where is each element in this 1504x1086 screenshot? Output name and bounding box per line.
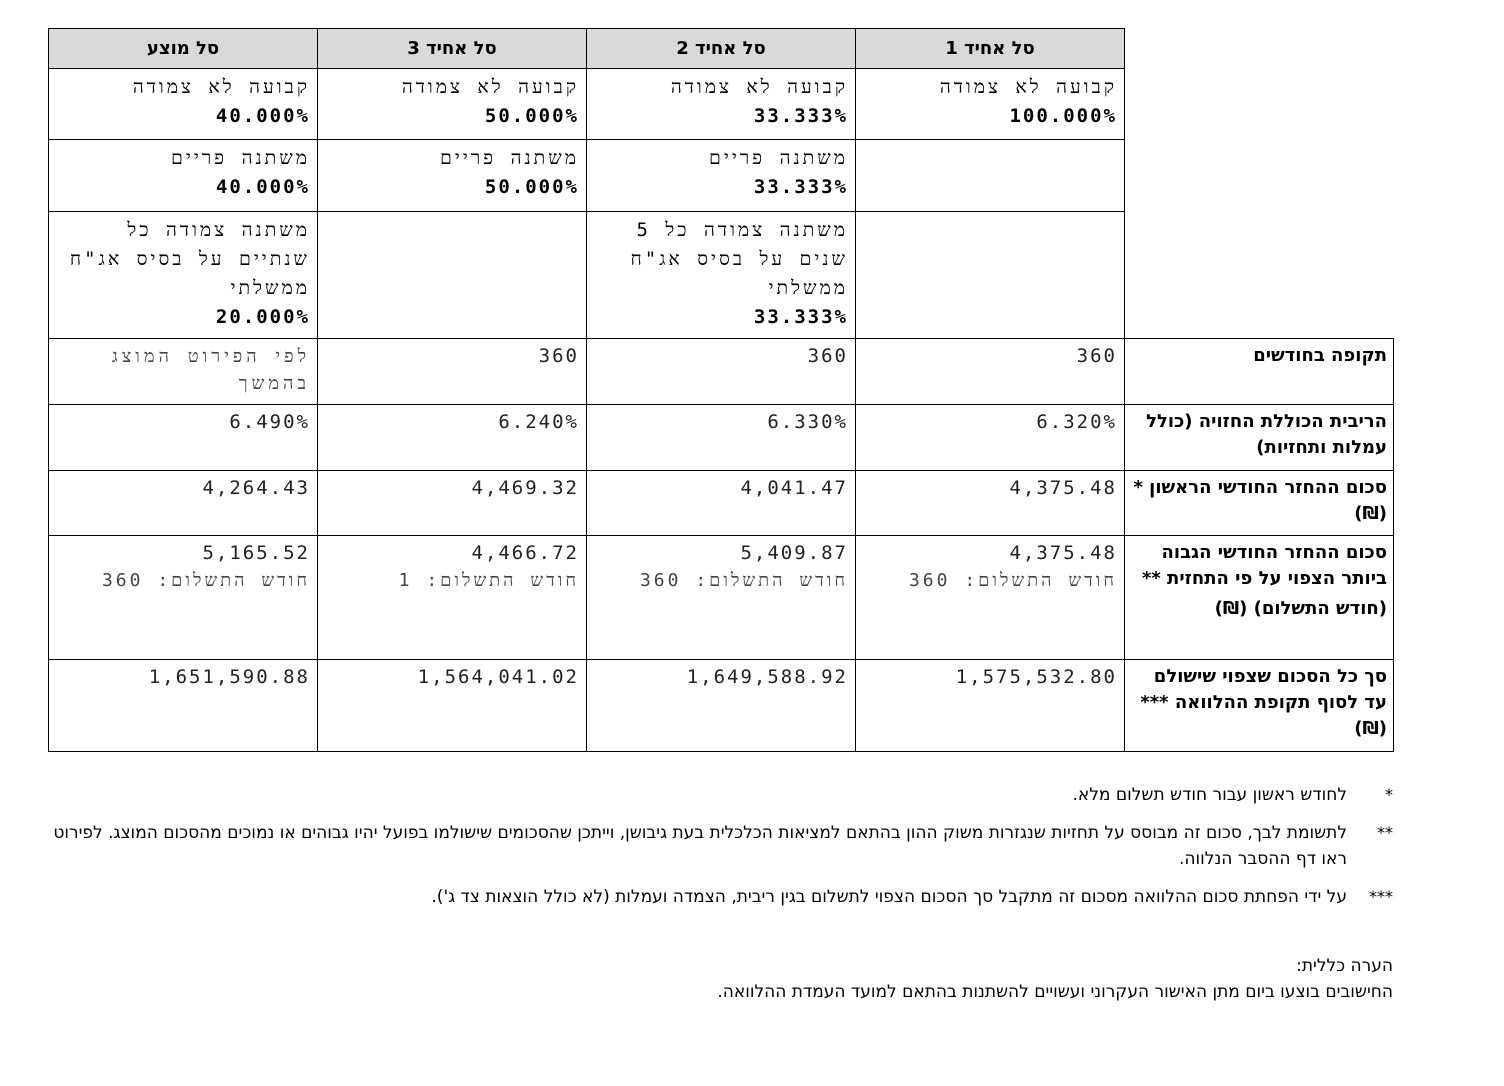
value-cell — [49, 339, 318, 405]
value-cell — [856, 660, 1125, 752]
track-cell — [318, 140, 587, 212]
value-cell — [856, 471, 1125, 536]
cell-value: 4,375.48 — [1009, 542, 1117, 564]
loan-baskets-table — [48, 28, 1394, 752]
footnote — [48, 820, 1393, 872]
footnotes — [48, 782, 1393, 922]
cell-value: 4,469.32 — [471, 477, 579, 499]
row-period — [49, 339, 1394, 405]
payment-month-value: 1 — [398, 570, 413, 591]
cell-value: 360 — [1076, 345, 1117, 367]
track-row-prime — [49, 140, 1394, 212]
cell-value: 4,466.72 — [471, 542, 579, 564]
blank-cell — [1125, 212, 1394, 339]
track-cell — [49, 212, 318, 339]
footnote — [48, 782, 1393, 808]
payment-month-label: חודש התשלום: — [426, 570, 579, 591]
payment-month-value: 360 — [101, 570, 144, 591]
track-share: 33.333% — [753, 105, 848, 127]
value-cell — [587, 660, 856, 752]
value-cell — [49, 660, 318, 752]
general-note — [48, 953, 1393, 1005]
value-cell — [856, 536, 1125, 660]
footnote-mark: * — [1385, 785, 1393, 804]
payment-month — [594, 567, 848, 594]
payment-month-label: חודש התשלום: — [157, 570, 310, 591]
track-cell — [49, 140, 318, 212]
value-cell — [587, 405, 856, 471]
track-share: 40.000% — [215, 176, 310, 198]
row-label-sub: (חודש התשלום) (₪) — [1214, 598, 1387, 619]
payment-month-value: 360 — [908, 570, 951, 591]
track-cell-empty — [318, 212, 587, 339]
track-share: 33.333% — [753, 176, 848, 198]
cell-value: 1,649,588.92 — [686, 666, 848, 688]
value-cell — [49, 405, 318, 471]
value-cell — [318, 471, 587, 536]
value-cell — [318, 339, 587, 405]
cell-value: 4,041.47 — [740, 477, 848, 499]
track-name: קבועה לא צמודה — [132, 76, 310, 98]
value-cell — [318, 536, 587, 660]
value-cell — [587, 536, 856, 660]
period-note: לפי הפירוט המוצג בהמשך — [111, 346, 310, 394]
track-row-variable — [49, 212, 1394, 339]
row-interest — [49, 405, 1394, 471]
row-total — [49, 660, 1394, 752]
cell-value: 1,651,590.88 — [148, 666, 310, 688]
payment-month — [863, 567, 1117, 594]
payment-month — [56, 567, 310, 594]
track-cell — [318, 69, 587, 140]
cell-value: 4,375.48 — [1009, 477, 1117, 499]
payment-month-value: 360 — [639, 570, 682, 591]
blank-cell — [1125, 69, 1394, 140]
footnote-text: לחודש ראשון עבור חודש תשלום מלא. — [1072, 785, 1347, 805]
footnote-mark: *** — [1369, 887, 1393, 906]
track-name: משתנה פריים — [171, 147, 310, 169]
track-cell — [587, 212, 856, 339]
track-share: 20.000% — [215, 306, 310, 328]
row-label: הריבית הכוללת החזויה (כולל עמלות ותחזיות) — [1125, 405, 1394, 471]
column-header-basket-3: סל אחיד 3 — [318, 29, 587, 69]
track-cell-empty — [856, 140, 1125, 212]
track-share: 33.333% — [753, 306, 848, 328]
row-label — [1125, 536, 1394, 660]
payment-month-label: חודש התשלום: — [695, 570, 848, 591]
value-cell — [49, 471, 318, 536]
row-label: תקופה בחודשים — [1125, 339, 1394, 405]
footnote-mark: ** — [1377, 823, 1393, 842]
cell-value: 5,409.87 — [740, 542, 848, 564]
cell-value: 1,564,041.02 — [417, 666, 579, 688]
row-label: סכום ההחזר החודשי הראשון * (₪) — [1125, 471, 1394, 536]
cell-value: 6.330% — [767, 411, 848, 433]
track-cell — [856, 69, 1125, 140]
footnote-text: על ידי הפחתת סכום ההלוואה מסכום זה מתקבל סך הסכום הצפוי לתשלום בגין ריבית, הצמדה ועמלות (לא כולל הוצאות צד ג'). — [431, 887, 1347, 907]
payment-month-label: חודש התשלום: — [964, 570, 1117, 591]
general-note-title: הערה כללית: — [1296, 956, 1393, 976]
track-cell — [49, 69, 318, 140]
track-share: 50.000% — [484, 105, 579, 127]
cell-value: 6.320% — [1036, 411, 1117, 433]
track-name: קבועה לא צמודה — [401, 76, 579, 98]
cell-value: 360 — [807, 345, 848, 367]
track-share: 50.000% — [484, 176, 579, 198]
column-header-basket-2: סל אחיד 2 — [587, 29, 856, 69]
cell-value: 6.490% — [229, 411, 310, 433]
column-header-proposed: סל מוצע — [49, 29, 318, 69]
track-share: 100.000% — [1009, 105, 1117, 127]
track-name: קבועה לא צמודה — [670, 76, 848, 98]
value-cell — [587, 339, 856, 405]
row-highest-payment — [49, 536, 1394, 660]
row-label-main: סכום ההחזר החודשי הגבוה ביותר הצפוי על פי התחזית ** — [1141, 542, 1387, 589]
value-cell — [318, 660, 587, 752]
row-label: סך כל הסכום שצפוי שישולם עד לסוף תקופת ההלוואה *** (₪) — [1125, 660, 1394, 752]
cell-value: 5,165.52 — [202, 542, 310, 564]
blank-corner — [1125, 29, 1394, 69]
value-cell — [587, 471, 856, 536]
value-cell — [856, 339, 1125, 405]
column-header-basket-1: סל אחיד 1 — [856, 29, 1125, 69]
cell-value: 6.240% — [498, 411, 579, 433]
track-name: משתנה צמודה כל שנתיים על בסיס אג"ח ממשלתי — [69, 219, 310, 299]
track-cell — [587, 140, 856, 212]
track-share: 40.000% — [215, 105, 310, 127]
row-first-payment — [49, 471, 1394, 536]
value-cell — [318, 405, 587, 471]
blank-cell — [1125, 140, 1394, 212]
cell-value: 360 — [538, 345, 579, 367]
track-row-fixed — [49, 69, 1394, 140]
track-name: משתנה פריים — [709, 147, 848, 169]
cell-value: 1,575,532.80 — [955, 666, 1117, 688]
track-name: משתנה צמודה כל 5 שנים על בסיס אג"ח ממשלתי — [630, 219, 848, 299]
track-cell — [587, 69, 856, 140]
value-cell — [856, 405, 1125, 471]
footnote-text: לתשומת לבך, סכום זה מבוסס על תחזיות שנגזרות משוק ההון בהתאם למציאות הכלכלית בעת גיבושן, וייתכן שהסכומים שישולמו בפועל יהיו גבוהים או נמוכים מהסכום המוצג. לפירוט ראו דף ההסבר הנלווה. — [53, 823, 1347, 869]
track-name: משתנה פריים — [440, 147, 579, 169]
track-name: קבועה לא צמודה — [939, 76, 1117, 98]
general-note-text: החישובים בוצעו ביום מתן האישור העקרוני ועשויים להשתנות בהתאם למועד העמדת ההלוואה. — [717, 982, 1393, 1002]
value-cell — [49, 536, 318, 660]
track-cell-empty — [856, 212, 1125, 339]
payment-month — [325, 567, 579, 594]
footnote — [48, 884, 1393, 910]
cell-value: 4,264.43 — [202, 477, 310, 499]
